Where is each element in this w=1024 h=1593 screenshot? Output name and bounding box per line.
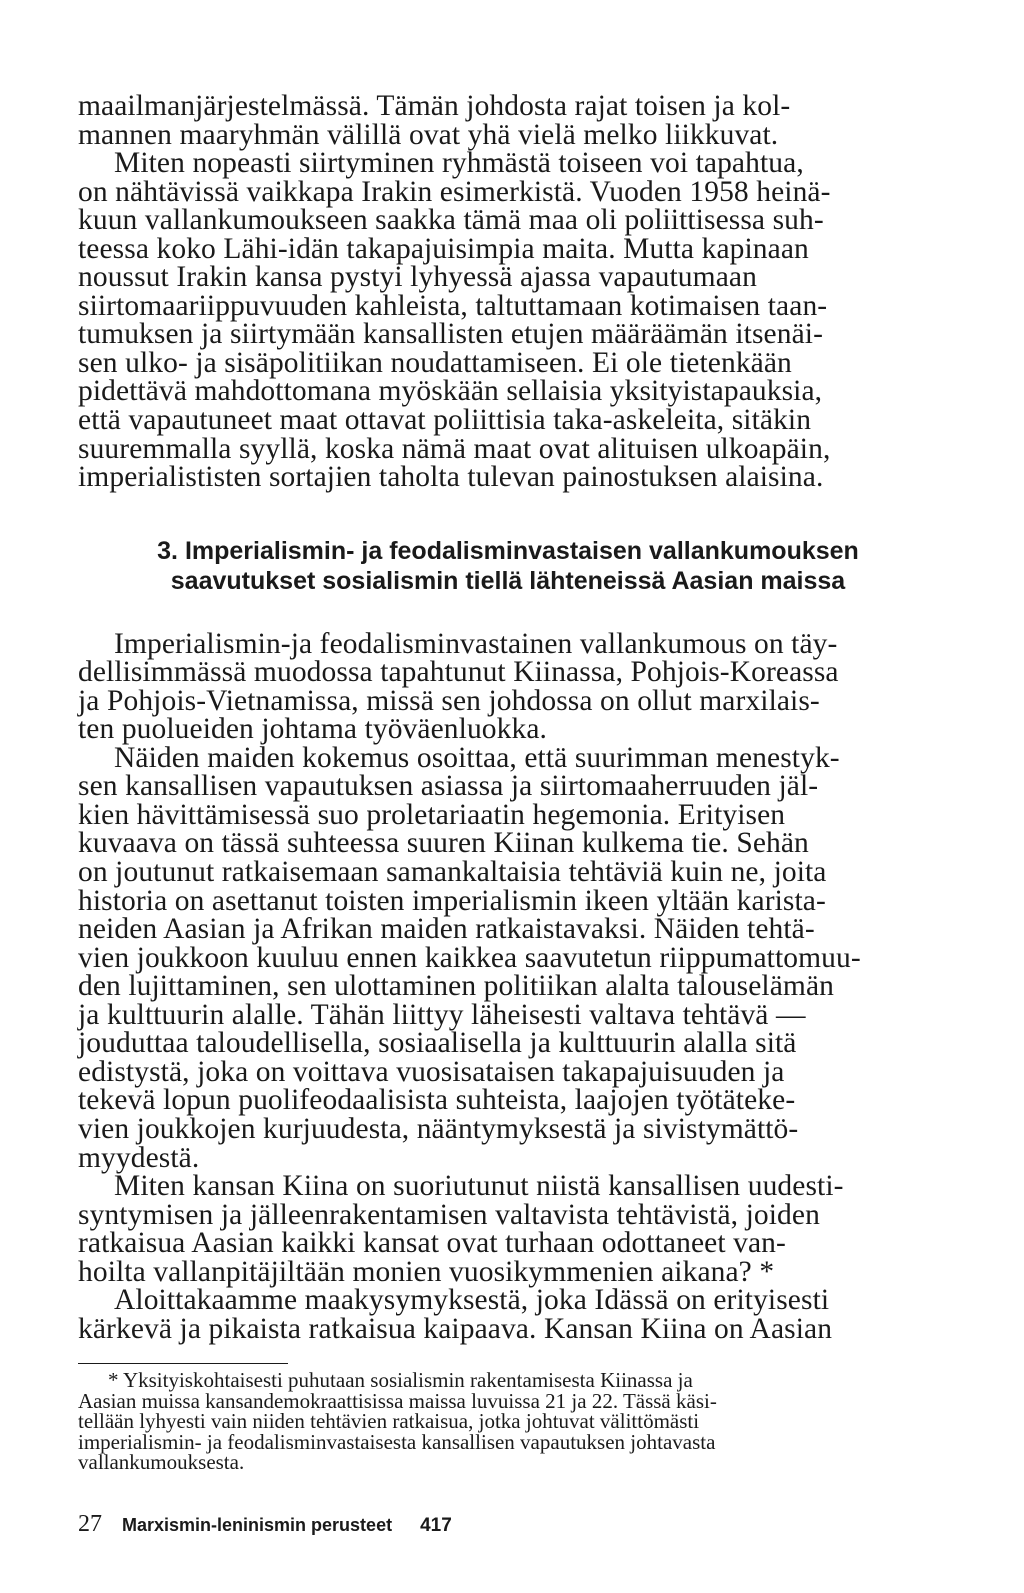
text-line: ja Pohjois-Vietnamissa, missä sen johdossa on ollut marxilais- — [78, 684, 820, 717]
text-line: Näiden maiden kokemus osoittaa, että suurimman menestyk- — [114, 741, 840, 774]
text-line: edistystä, joka on voittava vuosisataisen takapajuisuuden ja — [78, 1055, 785, 1088]
text-line: dellisimmässä muodossa tapahtunut Kiinassa, Pohjois-Koreassa — [78, 656, 839, 689]
text-line: den lujittaminen, sen ulottaminen politiikan alalta talouselämän — [78, 970, 834, 1003]
text-line: syntymisen ja jälleenrakentamisen valtavista tehtävistä, joiden — [78, 1198, 820, 1231]
footnote-line: Aasian muissa kansandemokraattisissa maissa luvuissa 21 ja 22. Tässä käsi- — [78, 1388, 717, 1413]
text-line: suuremmalla syyllä, koska nämä maat ovat alituisen ulkoapäin, — [78, 432, 831, 465]
text-line: ratkaisua Aasian kaikki kansat ovat turhaan odottaneet van- — [78, 1227, 786, 1260]
text-line: hoilta vallanpitäjiltään monien vuosikymmenien aikana? * — [78, 1255, 775, 1288]
text-line: tekevä lopun puolifeodaalisista suhteista, laajojen työtäteke- — [78, 1084, 796, 1117]
footnote-line: vallankumouksesta. — [78, 1450, 245, 1475]
text-line: on nähtävissä vaikkapa Irakin esimerkistä. Vuoden 1958 heinä- — [78, 175, 831, 208]
book-title: Marxismin-leninismin perusteet — [122, 1514, 393, 1535]
text-line: jouduttaa taloudellisella, sosiaalisella ja kulttuurin alalla sitä — [78, 1027, 797, 1060]
text-line: historia on asettanut toisten imperialismin ikeen yltään karista- — [78, 884, 826, 917]
footnote — [78, 1370, 938, 1473]
text-line: että vapautuneet maat ottavat poliittisia taka-askeleita, sitäkin — [78, 404, 812, 437]
footnote-divider — [78, 1363, 288, 1364]
text-line: sen kansallisen vapautuksen asiassa ja siirtomaaherruuden jäl- — [78, 770, 819, 803]
page-footer — [78, 1511, 938, 1538]
text-line: ten puolueiden johtama työväenluokka. — [78, 713, 548, 746]
footnote-line: imperialismin- ja feodalisminvastaisesta kansallisen vapautuksen johtavasta — [78, 1429, 716, 1454]
text-line: Imperialismin-ja feodalisminvastainen vallankumous on täy- — [114, 627, 838, 660]
text-line: ja kulttuurin alalle. Tähän liittyy läheisesti valtava tehtävä — — [78, 998, 806, 1031]
signature-mark: 27 — [78, 1510, 102, 1537]
text-line: myydestä. — [78, 1141, 200, 1174]
text-line: sen ulko- ja sisäpolitiikan noudattamiseen. Ei ole tietenkään — [78, 346, 792, 379]
page-number: 417 — [420, 1514, 452, 1536]
heading-line: saavutukset sosialismin tiellä lähteneissä Aasian maissa — [170, 566, 846, 595]
text-line: kuun vallankumoukseen saakka tämä maa oli poliittisessa suh- — [78, 204, 824, 237]
body-text — [78, 627, 938, 1345]
footnote-line: * Yksityiskohtaisesti puhutaan sosialismin rakentamisesta Kiinassa ja — [108, 1368, 693, 1393]
text-line: imperialististen sortajien taholta tulevan painostuksen alaisina. — [78, 461, 824, 494]
section-heading — [78, 536, 938, 596]
text-line: siirtomaariippuvuuden kahleista, taltuttamaan kotimaisen taan- — [78, 289, 828, 322]
text-line: teessa koko Lähi-idän takapajuisimpia maita. Mutta kapinaan — [78, 232, 809, 265]
text-line: noussut Irakin kansa pystyi lyhyessä ajassa vapautumaan — [78, 261, 757, 294]
text-line: Miten kansan Kiina on suoriutunut niistä kansallisen uudesti- — [114, 1170, 844, 1203]
text-line: Miten nopeasti siirtyminen ryhmästä toiseen voi tapahtua, — [114, 147, 804, 180]
text-line: tumuksen ja siirtymään kansallisten etujen määräämän itsenäi- — [78, 318, 823, 351]
text-line: pidettävä mahdottomana myöskään sellaisia yksityistapauksia, — [78, 375, 823, 408]
heading-line: 3. Imperialismin- ja feodalisminvastaisen vallankumouksen — [157, 536, 859, 565]
text-line: vien joukkojen kurjuudesta, nääntymyksestä ja sivistymättö- — [78, 1112, 799, 1145]
footnote-line: tellään lyhyesti vain niiden tehtävien ratkaisua, jotka johtuvat välittömästi — [78, 1409, 700, 1434]
text-line: vien joukkoon kuuluu ennen kaikkea saavutetun riippumattomuu- — [78, 941, 861, 974]
text-line: neiden Aasian ja Afrikan maiden ratkaistavaksi. Näiden tehtä- — [78, 913, 815, 946]
intro-paragraph — [78, 92, 938, 492]
text-line: kärkevä ja pikaista ratkaisua kaipaava. Kansan Kiina on Aasian — [78, 1312, 833, 1345]
text-line: maailmanjärjestelmässä. Tämän johdosta rajat toisen ja kol- — [78, 90, 791, 122]
text-line: on joutunut ratkaisemaan samankaltaisia tehtäviä kuin ne, joita — [78, 856, 827, 889]
text-line: mannen maaryhmän välillä ovat yhä vielä melko liikkuvat. — [78, 118, 779, 151]
text-line: kuvaava on tässä suhteessa suuren Kiinan kulkema tie. Sehän — [78, 827, 809, 860]
text-line: kien hävittämisessä suo proletariaatin hegemonia. Erityisen — [78, 798, 786, 831]
document-page — [78, 92, 938, 1538]
text-line: Aloittakaamme maakysymyksestä, joka Idässä on erityisesti — [114, 1284, 830, 1317]
